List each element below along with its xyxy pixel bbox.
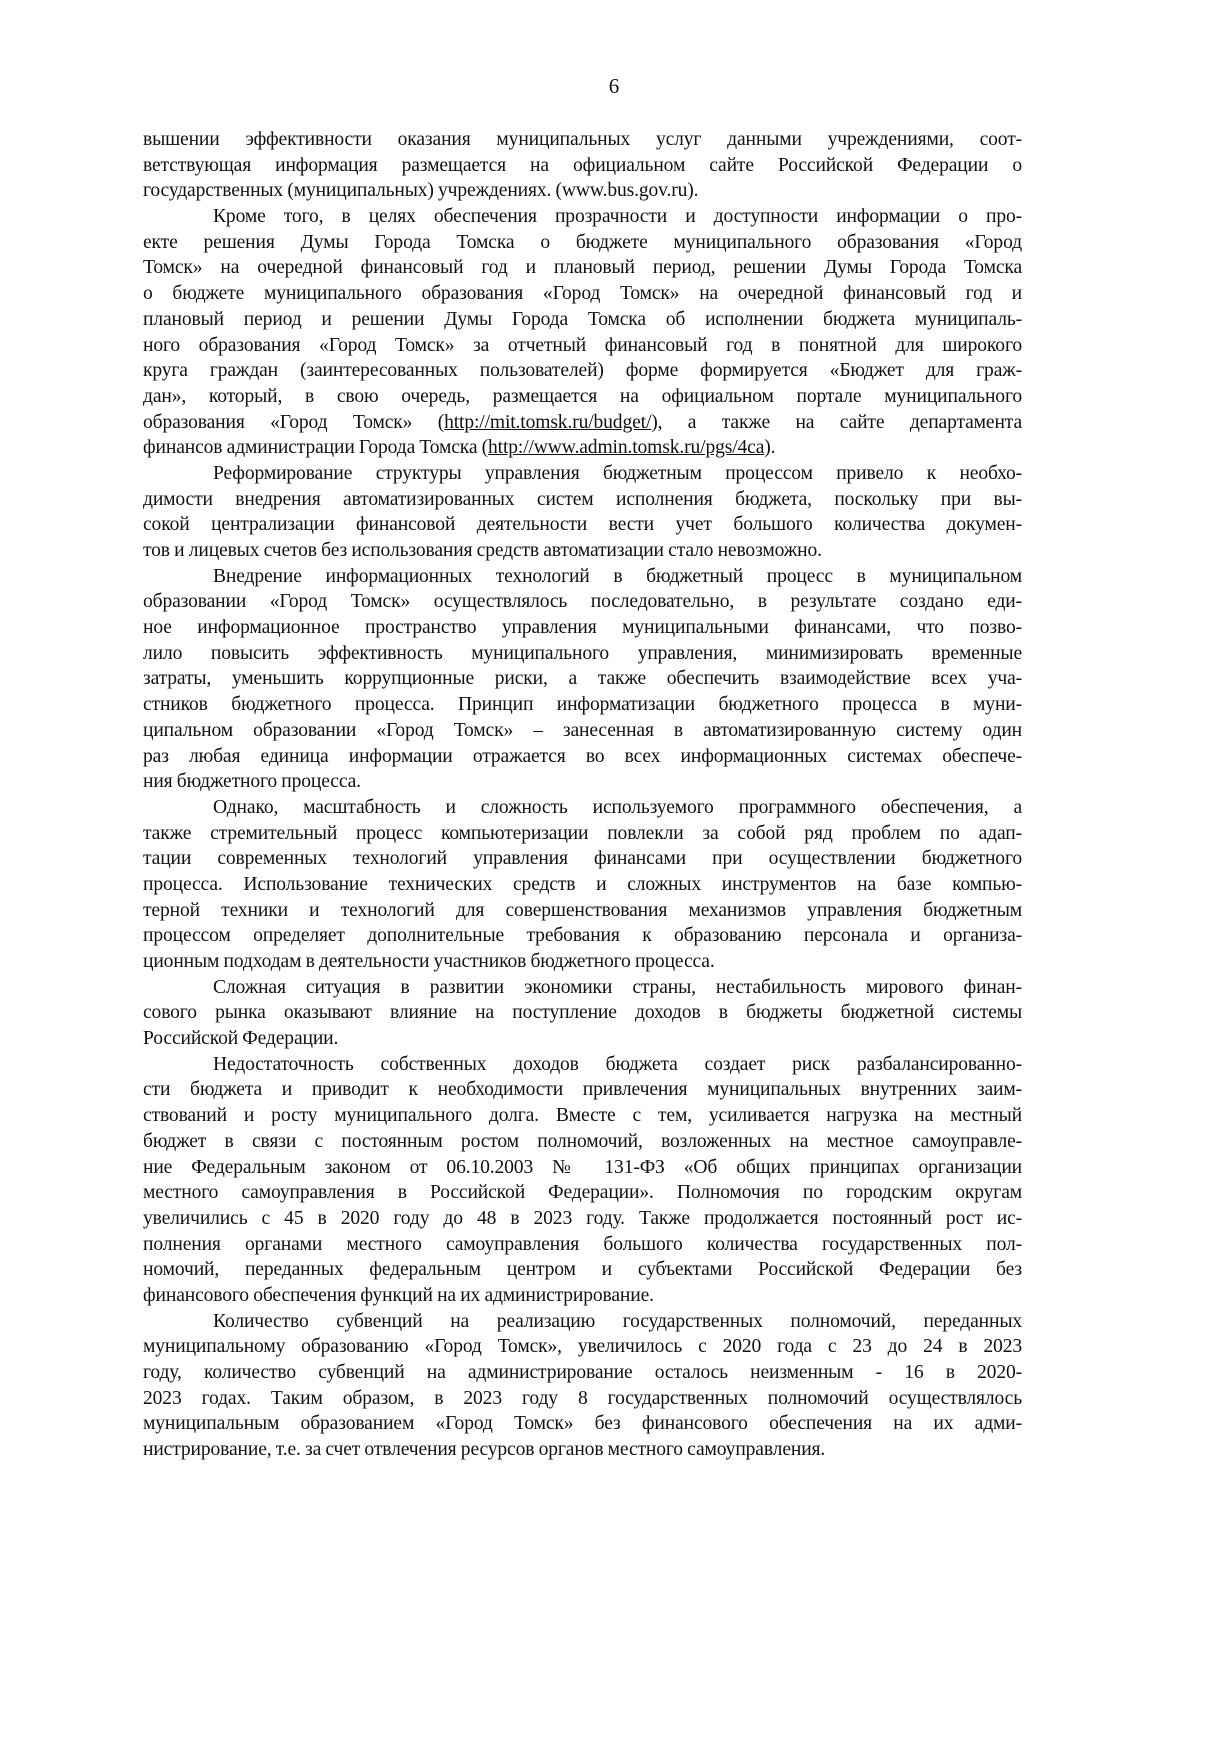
text-line: ционным подходам в деятельности участников бюджетного процесса. bbox=[143, 951, 715, 972]
text-line: местного самоуправления в Российской Федерации». Полномочия по городским округам bbox=[143, 1182, 1022, 1204]
text-line: образовании «Город Томск» осуществлялось последовательно, в результате создано еди- bbox=[143, 591, 1022, 613]
text-line: муниципальному образованию «Город Томск», увеличилось с 2020 года с 23 до 24 в 2023 bbox=[143, 1336, 1022, 1358]
text-segment: ), а также на сайте департамента bbox=[651, 411, 1022, 433]
text-line bbox=[143, 410, 1022, 436]
url-link[interactable]: http://www.admin.tomsk.ru/pgs/4ca bbox=[488, 437, 765, 459]
text-line: сти бюджета и приводит к необходимости привлечения муниципальных внутренних заим- bbox=[143, 1079, 1022, 1101]
text-line: 2023 годах. Таким образом, в 2023 году 8 государственных полномочий осуществлялось bbox=[143, 1387, 1022, 1409]
paragraph bbox=[143, 975, 1022, 1052]
text-line: Реформирование структуры управления бюджетным процессом привело к необхо- bbox=[213, 462, 1022, 484]
text-line: процессом определяет дополнительные требования к образованию персонала и организа- bbox=[143, 925, 1022, 947]
text-line: тов и лицевых счетов без использования средств автоматизации стало невозможно. bbox=[143, 540, 822, 561]
text-line: ветствующая информация размещается на официальном сайте Российской Федерации о bbox=[143, 154, 1022, 176]
document-body bbox=[143, 127, 1022, 1463]
text-line: плановый период и решении Думы Города Томска об исполнении бюджета муниципаль- bbox=[143, 308, 1022, 330]
text-line: дан», который, в свою очередь, размещается на официальном портале муниципального bbox=[143, 385, 1022, 407]
text-line: димости внедрения автоматизированных систем исполнения бюджета, поскольку при вы- bbox=[143, 488, 1022, 510]
text-line: увеличились с 45 в 2020 году до 48 в 2023 году. Также продолжается постоянный рост ис- bbox=[143, 1207, 1022, 1229]
text-line: вышении эффективности оказания муниципальных услуг данными учреждениями, соот- bbox=[143, 129, 1022, 150]
text-line: раз любая единица информации отражается во всех информационных системах обеспече- bbox=[143, 745, 1022, 767]
paragraph bbox=[143, 1052, 1022, 1309]
text-line bbox=[143, 435, 1022, 461]
text-line: екте решения Думы Города Томска о бюджете муниципального образования «Город bbox=[143, 231, 1022, 253]
text-line: сокой централизации финансовой деятельности вести учет большого количества докумен- bbox=[143, 514, 1022, 536]
paragraph bbox=[143, 461, 1022, 564]
paragraph bbox=[143, 1309, 1022, 1463]
text-line: ствований и росту муниципального долга. Вместе с тем, усиливается нагрузка на местный bbox=[143, 1105, 1022, 1127]
page-number: 6 bbox=[608, 74, 620, 98]
text-line: процесса. Использование технических средств и сложных инструментов на базе компью- bbox=[143, 873, 1022, 895]
paragraph bbox=[143, 127, 1022, 204]
text-line: затраты, уменьшить коррупционные риски, а также обеспечить взаимодействие всех уча- bbox=[143, 668, 1022, 690]
text-line: стников бюджетного процесса. Принцип информатизации бюджетного процесса в муни- bbox=[143, 694, 1022, 716]
text-line: ципальном образовании «Город Томск» – занесенная в автоматизированную систему один bbox=[143, 719, 1022, 741]
paragraph bbox=[143, 204, 1022, 461]
text-line: Кроме того, в целях обеспечения прозрачности и доступности информации о про- bbox=[213, 206, 1022, 228]
text-line: лило повысить эффективность муниципального управления, минимизировать временные bbox=[143, 642, 1022, 664]
text-line: терной техники и технологий для совершенствования механизмов управления бюджетным bbox=[143, 899, 1022, 921]
text-line: Однако, масштабность и сложность используемого программного обеспечения, а bbox=[213, 796, 1022, 818]
text-line: ного образования «Город Томск» за отчетный финансовый год в понятной для широкого bbox=[143, 334, 1022, 356]
text-line: Количество субвенций на реализацию государственных полномочий, переданных bbox=[213, 1310, 1022, 1332]
text-line: круга граждан (заинтересованных пользователей) форме формируется «Бюджет для граж- bbox=[143, 360, 1022, 382]
text-line: полнения органами местного самоуправления большого количества государственных пол- bbox=[143, 1233, 1022, 1255]
text-line: Российской Федерации. bbox=[143, 1028, 339, 1050]
text-line: муниципальным образованием «Город Томск» без финансового обеспечения на их адми- bbox=[143, 1413, 1022, 1435]
text-line: ное информационное пространство управления муниципальными финансами, что позво- bbox=[143, 617, 1022, 639]
text-line: нистрирование, т.е. за счет отвлечения ресурсов органов местного самоуправления. bbox=[143, 1439, 826, 1461]
text-segment: финансов администрации Города Томска ( bbox=[143, 437, 489, 459]
text-line: тации современных технологий управления финансами при осуществлении бюджетного bbox=[143, 848, 1022, 870]
text-line: также стремительный процесс компьютеризации повлекли за собой ряд проблем по адап- bbox=[143, 822, 1022, 844]
text-segment: образования «Город Томск» ( bbox=[143, 411, 445, 433]
text-line: Сложная ситуация в развитии экономики страны, нестабильность мирового финан- bbox=[213, 976, 1022, 998]
text-line: Внедрение информационных технологий в бюджетный процесс в муниципальном bbox=[213, 565, 1022, 587]
text-line: Томск» на очередной финансовый год и плановый период, решении Думы Города Томска bbox=[143, 257, 1022, 279]
text-segment: ). bbox=[764, 437, 776, 459]
paragraph bbox=[143, 795, 1022, 975]
text-line: Недостаточность собственных доходов бюджета создает риск разбалансированно- bbox=[213, 1053, 1022, 1075]
url-link[interactable]: http://mit.tomsk.ru/budget/ bbox=[444, 411, 652, 433]
text-line: ния бюджетного процесса. bbox=[143, 771, 361, 793]
text-line: сового рынка оказывают влияние на поступление доходов в бюджеты бюджетной системы bbox=[143, 1002, 1022, 1024]
text-line: финансового обеспечения функций на их администрирование. bbox=[143, 1284, 654, 1306]
paragraph bbox=[143, 564, 1022, 795]
text-line: номочий, переданных федеральным центром и субъектами Российской Федерации без bbox=[143, 1259, 1022, 1281]
text-line: о бюджете муниципального образования «Город Томск» на очередной финансовый год и bbox=[143, 283, 1022, 305]
text-line: году, количество субвенций на администрирование осталось неизменным - 16 в 2020- bbox=[143, 1362, 1022, 1383]
text-line: бюджет в связи с постоянным ростом полномочий, возложенных на местное самоуправле- bbox=[143, 1130, 1022, 1152]
text-line: государственных (муниципальных) учреждениях. (www.bus.gov.ru). bbox=[143, 180, 699, 202]
text-line: ние Федеральным законом от 06.10.2003 № 131-ФЗ «Об общих принципах организации bbox=[143, 1156, 1022, 1178]
